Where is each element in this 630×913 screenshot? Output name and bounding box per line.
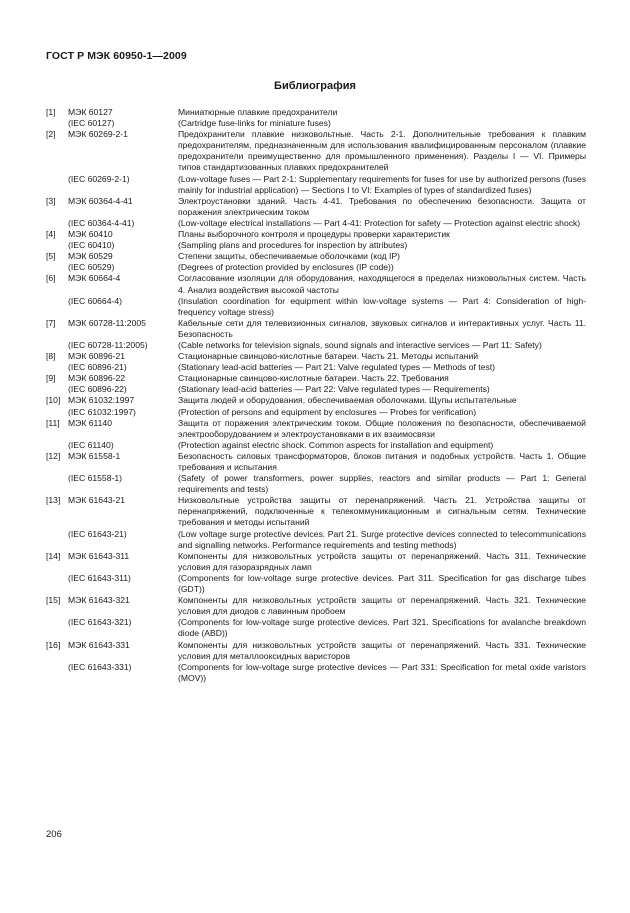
entry-row-russian [46,251,586,262]
entry-number: [13] [46,495,61,506]
standard-title: (Sampling plans and procedures for inspection by attributes) [178,240,408,251]
standard-title: Стационарные свинцово-кислотные батареи. Часть 21. Методы испытаний [178,351,479,362]
standard-code: (IEC 60127) [68,118,115,129]
standard-title: (Insulation coordination for equipment within low-voltage systems — Part 4: Consideration of high-frequency voltage stress) [178,295,586,317]
entry-number: [2] [46,129,56,140]
standard-title: (Low-voltage electrical installations — Part 4-41: Protection for safety — Protection against electric shock) [178,217,581,228]
entry-row-english [46,662,586,684]
entry-row-russian [46,373,586,384]
entry-number [46,118,68,129]
entry-row-russian [46,129,586,173]
standard-code: МЭК 60269-2-1 [68,129,128,140]
bibliography-entry [46,595,586,639]
entry-number [46,296,68,318]
standard-code: (IEC 60410) [68,240,115,251]
entry-number [46,362,68,373]
standard-title: Согласование изоляции для оборудования, находящегося в пределах низковольтных систем. Часть 4. Анализ воздействия высокой частоты [178,273,586,295]
bibliography-entry [46,418,586,451]
bibliography-entry [46,495,586,550]
standard-code: МЭК 60728-11:2005 [68,317,146,328]
bibliography-entry [46,273,586,317]
entry-number [46,174,68,196]
standard-code: МЭК 61643-21 [68,495,126,506]
entry-row-english [46,174,586,196]
entry-row-russian [46,451,586,473]
entry-number: [9] [46,373,56,384]
entry-number: [6] [46,273,56,284]
standard-code: (IEC 60364-4-41) [68,217,135,228]
entry-row-english [46,240,586,251]
standard-title: (Cartridge fuse-links for miniature fuses) [178,118,331,129]
standard-code: МЭК 60896-21 [68,351,126,362]
standard-code: (IEC 61643-321) [68,617,132,628]
standard-code: (IEC 60529) [68,262,115,273]
standard-code: (IEC 61643-311) [68,572,131,583]
standard-title: Планы выборочного контроля и процедуры проверки характеристик [178,229,450,240]
entry-number: [10] [46,395,61,406]
bibliography-entry [46,107,586,129]
standard-title: Предохранители плавкие низковольтные. Часть 2-1. Дополнительные требования к плавким предохранителям, предназначенным для использования квалифицированным персоналом (плавкие предохранители преимущественно для промышленного применения). Разделы I — VI. Примеры типов стандартизованных плавких предохранителей [178,129,586,173]
entry-number [46,617,68,639]
standard-code: МЭК 61643-321 [68,595,130,606]
entry-row-english [46,384,586,395]
entry-row-russian [46,395,586,406]
standard-title: Компоненты для низковольтных устройств защиты от перенапряжений. Часть 331. Технические условия для металлооксидных варисторов [178,639,586,661]
standard-code: (IEC 61558-1) [68,473,122,484]
entry-row-russian [46,595,586,617]
standard-title: Компоненты для низковольтных устройств защиты от перенапряжений. Часть 321. Технические условия для диодов с лавинным пробоем [178,595,586,617]
entry-row-russian [46,418,586,440]
standard-code: МЭК 61032:1997 [68,395,135,406]
entry-number [46,529,68,551]
standard-code: МЭК 61558-1 [68,450,121,461]
standard-title: Безопасность силовых трансформаторов, блоков питания и подобных устройств. Часть 1. Общие требования и испытания [178,450,586,472]
bibliography-entry [46,318,586,351]
page-number: 206 [46,829,62,840]
entry-row-russian [46,351,586,362]
standard-code: (IEC 60896-21) [68,362,127,373]
bibliography-entry [46,395,586,417]
standard-code: (IEC 60269-2-1) [68,173,130,184]
entry-number [46,662,68,684]
standard-title: Стационарные свинцово-кислотные батареи. Часть 22. Требования [178,373,449,384]
document-header: ГОСТ Р МЭК 60950-1—2009 [46,50,187,62]
entry-number [46,240,68,251]
standard-title: (Components for low-voltage surge protective devices. Part 311. Specification for gas discharge tubes (GDT)) [178,572,586,595]
standard-code: МЭК 61643-311 [68,550,130,561]
standard-title: Защита людей и оборудования, обеспечиваемая оболочками. Щупы испытательные [178,395,517,406]
entry-number: [8] [46,351,56,362]
entry-row-english [46,617,586,639]
entry-number: [14] [46,550,61,561]
entry-row-english [46,218,586,229]
standard-code: (IEC 61140) [68,439,114,450]
standard-title: (Degrees of protection provided by enclosures (IP code)) [178,262,394,273]
entry-row-english [46,262,586,273]
bibliography-entry [46,229,586,251]
standard-title: (Stationary lead-acid batteries — Part 22: Valve regulated types — Requirements) [178,384,490,395]
entry-row-english [46,118,586,129]
standard-title: Электроустановки зданий. Часть 4-41. Требования по обеспечению безопасности. Защита от поражения электрическим током [178,195,586,217]
standard-title: Миниатюрные плавкие предохранители [178,107,338,117]
entry-row-russian [46,196,586,218]
standard-title: (Components for low-voltage surge protective devices. Part 321. Specifications for avalanche breakdown diode (ABD)) [178,617,586,639]
entry-row-english [46,407,586,418]
standard-code: (IEC 61032:1997) [68,406,136,417]
entry-number: [1] [46,107,56,117]
standard-code: МЭК 60364-4-41 [68,195,133,206]
entry-row-russian [46,640,586,662]
standard-title: (Protection of persons and equipment by enclosures — Probes for verification) [178,406,477,417]
entry-row-english [46,340,586,351]
entry-row-english [46,440,586,451]
entry-number: [3] [46,195,56,206]
standard-code: МЭК 60410 [68,229,113,240]
entry-number: [7] [46,317,56,328]
entry-row-english [46,529,586,551]
entry-row-russian [46,107,586,118]
entry-row-english [46,473,586,495]
entry-number: [16] [46,639,61,650]
entry-number [46,340,68,351]
entry-number [46,262,68,273]
entry-row-russian [46,551,586,573]
standard-code: МЭК 60896-22 [68,373,126,384]
standard-title: (Cable networks for television signals, sound signals and interactive services — Part 11: Safety) [178,339,542,350]
entry-row-english [46,296,586,318]
standard-code: (IEC 60896-22) [68,384,127,395]
bibliography-entry [46,251,586,273]
standard-title: Компоненты для низковольтных устройств защиты от перенапряжений. Часть 311. Технические условия для газоразрядных ламп [178,550,586,572]
standard-code: (IEC 60728-11:2005) [68,339,148,350]
standard-code: МЭК 60127 [68,107,113,117]
bibliography-title: Библиография [274,80,356,92]
standard-code: (IEC 61643-21) [68,528,127,539]
standard-title: (Low-voltage fuses — Part 2-1: Supplementary requirements for fuses for use by authorized persons (fuses mainly for industrial application) — Sections I to VI: Examples of types of standardized fuses) [178,173,586,195]
entry-row-russian [46,229,586,240]
standard-title: Кабельные сети для телевизионных сигналов, звуковых сигналов и интерактивных услуг. Часть 11. Безопасность [178,317,586,339]
bibliography-entry [46,551,586,595]
standard-title: (Safety of power transformers, power supplies, reactors and similar products — Part 1: General requirements and tests) [178,473,586,495]
bibliography-entry [46,351,586,373]
standard-code: МЭК 61140 [68,417,112,428]
bibliography-entry [46,451,586,495]
bibliography-list [46,107,586,684]
standard-title: (Low voltage surge protective devices. Part 21. Surge protective devices connected to telecommunications and signalling networks. Performance requirements and testing methods) [178,528,586,550]
standard-title: (Protection against electric shock. Common aspects for installation and equipment) [178,439,494,450]
entry-number: [12] [46,450,61,461]
standard-title: Низковольтные устройства защиты от перенапряжений. Часть 21. Устройства защиты от перенапряжений, подключенные к телекоммуникационным и сигнальным сетям. Технические требования и методы испытаний [178,495,586,528]
standard-code: МЭК 61643-331 [68,639,130,650]
entry-row-russian [46,273,586,295]
standard-title: Защита от поражения электрическим током. Общие положения по безопасности, обеспечиваемой электрооборудованием и электроустановками в их взаимосвязи [178,417,586,439]
entry-number [46,440,68,451]
standard-code: МЭК 60664-4 [68,273,121,284]
entry-row-english [46,573,586,595]
standard-title: (Stationary lead-acid batteries — Part 21: Valve regulated types — Methods of test) [178,362,496,373]
standard-code: (IEC 61643-331) [68,661,132,672]
entry-number: [4] [46,229,56,240]
bibliography-entry [46,373,586,395]
standard-code: МЭК 60529 [68,251,113,262]
entry-number: [5] [46,251,56,262]
entry-row-russian [46,495,586,528]
entry-number [46,407,68,418]
entry-row-russian [46,318,586,340]
bibliography-entry [46,640,586,684]
entry-number [46,218,68,229]
bibliography-entry [46,129,586,196]
standard-title: Степени защиты, обеспечиваемые оболочками (код IP) [178,251,401,262]
entry-row-english [46,362,586,373]
entry-number [46,384,68,395]
entry-number [46,573,68,595]
standard-code: (IEC 60664-4) [68,295,122,306]
entry-number [46,473,68,495]
entry-number: [15] [46,595,61,606]
entry-number: [11] [46,417,60,428]
standard-title: (Components for low-voltage surge protective devices — Part 331: Specification for metal oxide varistors (MOV)) [178,661,586,683]
bibliography-entry [46,196,586,229]
